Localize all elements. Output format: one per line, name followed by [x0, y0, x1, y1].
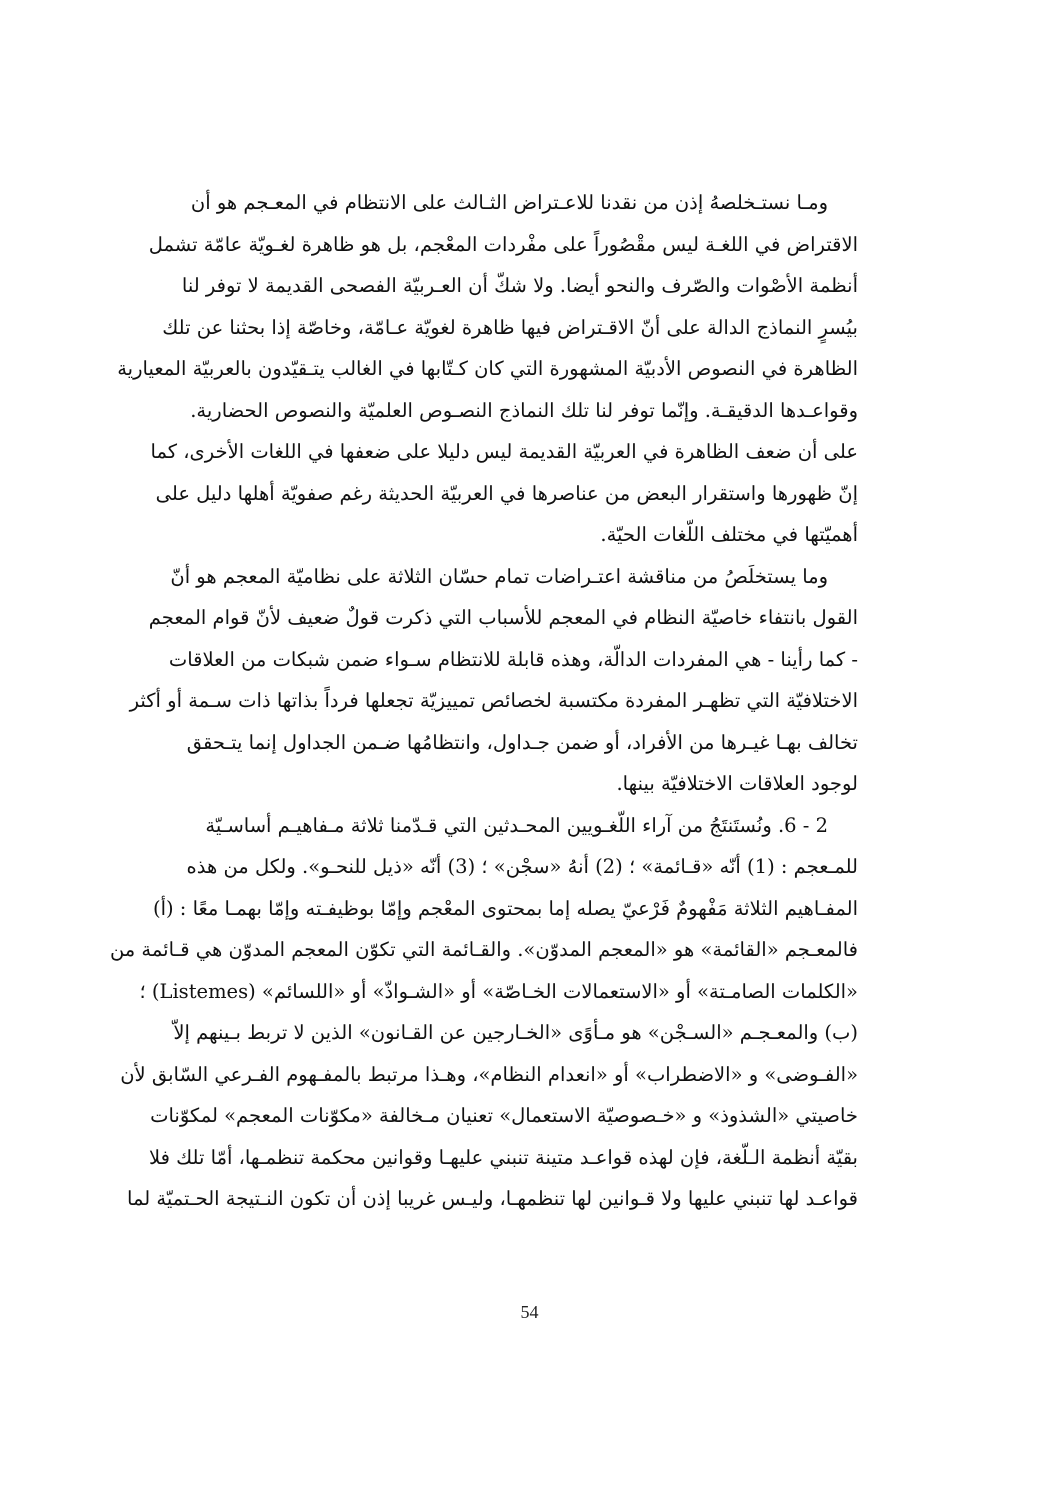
text-line: الظاهرة في النصوص الأدبيّة المشهورة التي كان كـتّابها في الغالب يتـقيّدون بالعربيّة المعيارية	[117, 357, 858, 380]
text-line: قواعـد لها تنبني عليها ولا قـوانين لها تنظمهـا، وليـس غريبا إذن أن تكون النـتيجة الحـتميّة لما	[127, 1187, 858, 1210]
text-line: أنظمة الأصْوات والصّرف والنحو أيضا. ولا شكّ أن العـربيّة الفصحى القديمة لا توفر لنا	[181, 274, 858, 297]
text-line: إنّ ظهورها واستقرار البعض من عناصرها في العربيّة الحديثة رغم صفويّة أهلها دليل على	[155, 481, 858, 505]
page-number: 54	[520, 1302, 539, 1322]
text-line: للمـعجم : (1) أنّه «قـائمة» ؛ (2) أنهُ «سجْن» ؛ (3) أنّه «ذيل للنحـو». ولكل من هذه	[186, 855, 858, 878]
text-line: المفـاهيم الثلاثة مَفْهومٌ فَرْعيّ يصله إما بمحتوى المعْجم وإمّا بوظيفـته وإمّا بهمـا معًا : (أ)	[152, 896, 858, 920]
text-line: لوجود العلاقات الاختلافيّة بينها.	[616, 772, 858, 795]
text-line: «الكلمات الصامـتة» أو «الاستعمالات الخـاصّة» أو «الشـواذّ» أو «اللسائم» (Listemes) ؛	[139, 979, 858, 1003]
text-line: فالمعـجم «القائمة» هو «المعجم المدوّن». والقـائمة التي تكوّن المعجم المدوّن هي قـائمة من	[109, 938, 858, 961]
paragraph-2	[129, 556, 858, 805]
text-line: على أن ضعف الظاهرة في العربيّة القديمة ليس دليلا على ضعفها في اللغات الأخرى، كما	[150, 440, 858, 463]
text-line: بيُسرٍ النماذج الدالة على أنّ الاقـتراض فيها ظاهرة لغويّة عـامّة، وخاصّة إذا بحثنا عن تلك	[162, 315, 858, 339]
text-line: القول بانتفاء خاصيّة النظام في المعجم للأسباب التي ذكرت قولٌ ضعيف لأنّ قوام المعجم	[148, 606, 858, 629]
paragraph-3	[109, 805, 858, 1220]
paragraph-1	[117, 182, 858, 556]
text-line: خاصيتي «الشذوذ» و «خـصوصيّة الاستعمال» تعنيان مـخالفة «مكوّنات المعجم» لمكوّنات	[150, 1104, 858, 1127]
text-line: الاقتراض في اللغـة ليس مقْصُوراً على مفْردات المعْجم، بل هو ظاهرة لغـويّة عامّة تشمل	[148, 232, 858, 256]
text-line: - كما رأينا - هي المفردات الدالّة، وهذه قابلة للانتظام سـواء ضمن شبكات من العلاقات	[168, 647, 858, 671]
text-line: تخالف بهـا غيـرها من الأفراد، أو ضمن جـداول، وانتظامُها ضـمن الجداول إنما يتـحقق	[186, 730, 858, 754]
body-text	[109, 182, 858, 1220]
text-line: (ب) والمعـجـم «السـجْن» هو مـأوًى «الخـارجين عن القـانون» الذين لا تربط بـينهم إلاّ	[173, 1021, 858, 1044]
text-line: وما يستخلَصُ من مناقشة اعتـراضات تمام حسّان الثلاثة على نظاميّة المعجم هو أنّ	[170, 564, 828, 588]
text-line: وقواعـدها الدقيقـة. وإنّما توفر لنا تلك النماذج النصـوص العلميّة والنصوص الحضارية.	[190, 398, 858, 422]
text-line: 2 - 6. ونُستَنتَجُ من آراء اللّغـويين المحـدثين التي قـدّمنا ثلاثة مـفاهيـم أساسـيّة	[205, 813, 828, 837]
text-line: ومـا نستـخلصهُ إذن من نقدنا للاعـتراض الثـالث على الانتظام في المعـجم هو أن	[190, 191, 828, 214]
text-line: «الفـوضى» و «الاضطراب» أو «انعدام النظام»، وهـذا مرتبط بالمفـهوم الفـرعي السّابق لأن	[120, 1062, 858, 1086]
text-line: الاختلافيّة التي تظهـر المفردة مكتسبة لخصائص تمييزيّة تجعلها فرداً بذاتها ذات سـمة أو أكثر	[129, 689, 858, 712]
text-line: أهميّتها في مختلف اللّغات الحيّة.	[600, 523, 858, 546]
text-line: بقيّة أنظمة الـلّغة، فإن لهذه قواعـد متينة تنبني عليهـا وقوانين محكمة تنظمـها، أمّا تلك فلا	[148, 1145, 858, 1169]
